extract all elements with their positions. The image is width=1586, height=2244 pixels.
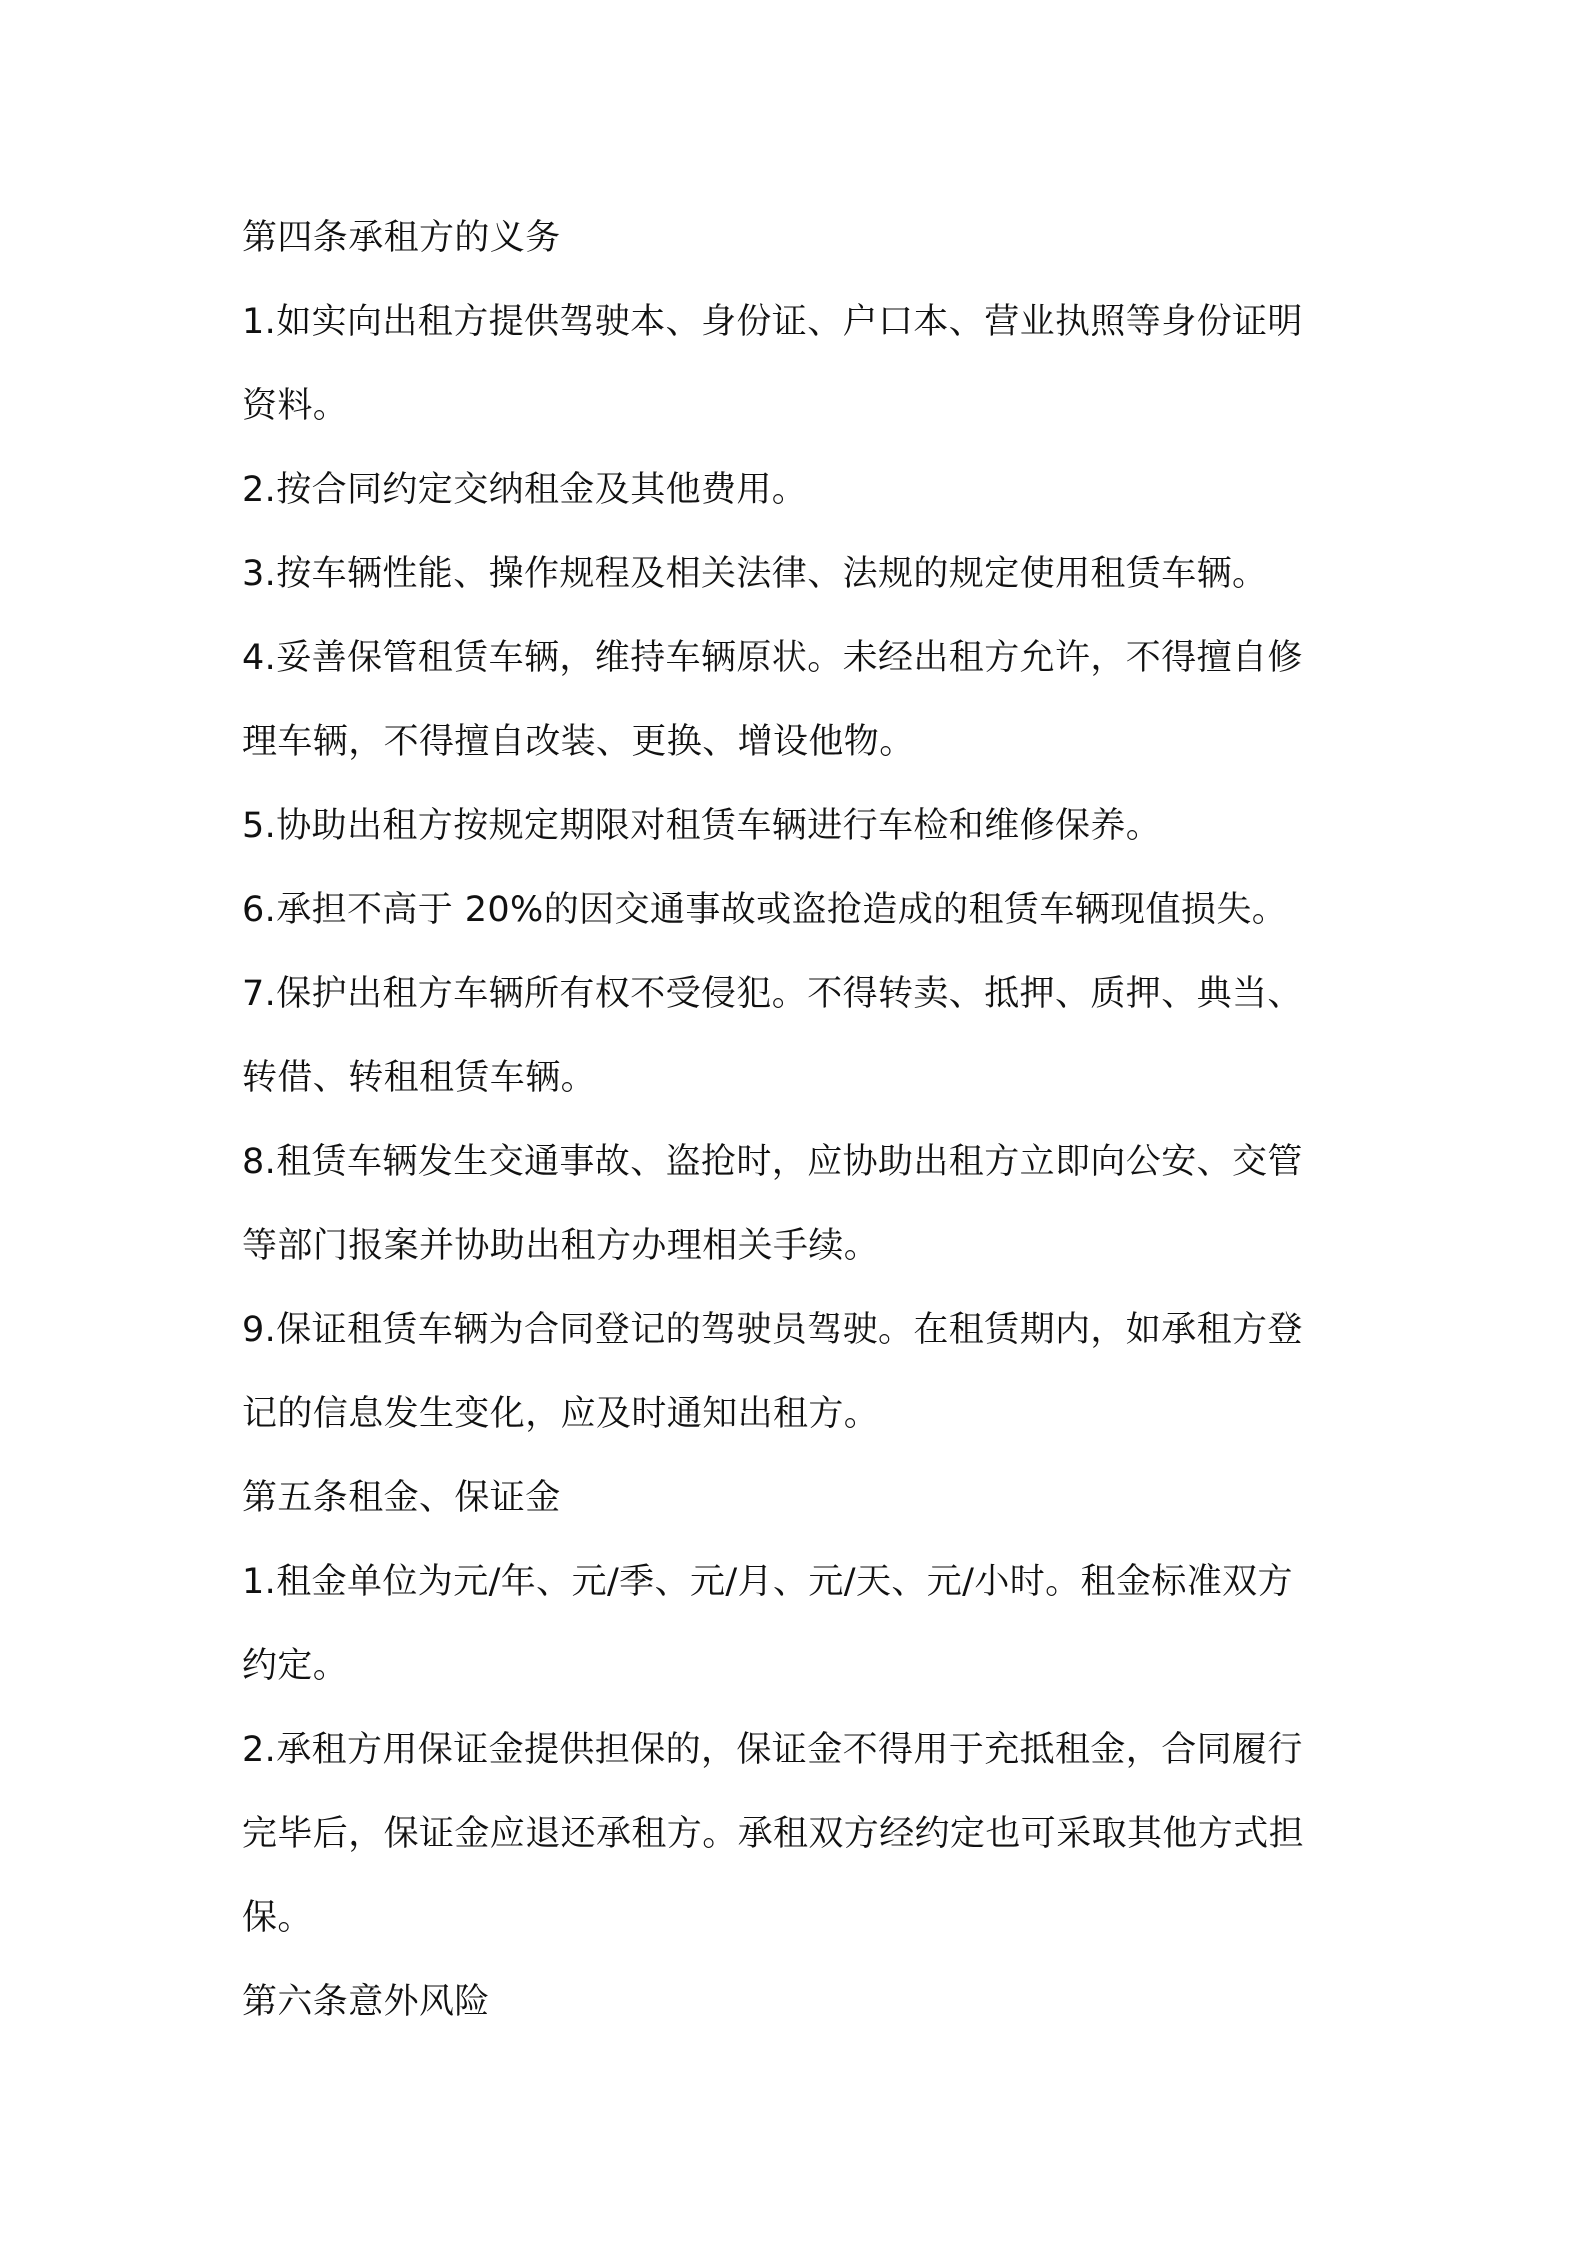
article-5-item-2-line-1: 2.承租方用保证金提供担保的，保证金不得用于充抵租金，合同履行 bbox=[242, 1730, 1303, 1770]
document-body bbox=[242, 196, 1372, 2044]
article-4-item-4-line-2: 理车辆，不得擅自改装、更换、增设他物。 bbox=[242, 722, 915, 762]
article-4-item-7-line-2: 转借、转租租赁车辆。 bbox=[242, 1058, 597, 1098]
article-5-item-1-line-1: 1.租金单位为元/年、元/季、元/月、元/天、元/小时。租金标准双方 bbox=[242, 1562, 1293, 1602]
article-5-item-1 bbox=[242, 1540, 1372, 1708]
article-4-item-1-line-2: 资料。 bbox=[242, 386, 349, 426]
article-5-heading bbox=[242, 1456, 1372, 1540]
article-4-item-2-line-1: 2.按合同约定交纳租金及其他费用。 bbox=[242, 470, 808, 510]
article-4-item-1 bbox=[242, 280, 1372, 448]
article-4-item-3-line-1: 3.按车辆性能、操作规程及相关法律、法规的规定使用租赁车辆。 bbox=[242, 554, 1268, 594]
article-4-heading bbox=[242, 196, 1372, 280]
article-4-item-1-line-1: 1.如实向出租方提供驾驶本、身份证、户口本、营业执照等身份证明 bbox=[242, 302, 1303, 342]
article-4-item-6 bbox=[242, 868, 1372, 952]
article-4-item-7-line-1: 7.保护出租方车辆所有权不受侵犯。不得转卖、抵押、质押、典当、 bbox=[242, 974, 1303, 1014]
article-5-heading-text: 第五条租金、保证金 bbox=[242, 1478, 561, 1518]
article-6-heading bbox=[242, 1960, 1372, 2044]
article-4-item-7 bbox=[242, 952, 1372, 1120]
article-5-item-2 bbox=[242, 1708, 1372, 1960]
article-4-item-6-line-1: 6.承担不高于 20%的因交通事故或盗抢造成的租赁车辆现值损失。 bbox=[242, 890, 1288, 930]
article-4-item-9-line-2: 记的信息发生变化，应及时通知出租方。 bbox=[242, 1394, 880, 1434]
article-4-item-4-line-1: 4.妥善保管租赁车辆，维持车辆原状。未经出租方允许，不得擅自修 bbox=[242, 638, 1303, 678]
article-4-item-9-line-1: 9.保证租赁车辆为合同登记的驾驶员驾驶。在租赁期内，如承租方登 bbox=[242, 1310, 1303, 1350]
article-4-item-5 bbox=[242, 784, 1372, 868]
article-4-item-8-line-2: 等部门报案并协助出租方办理相关手续。 bbox=[242, 1226, 880, 1266]
article-5-item-2-line-2: 完毕后，保证金应退还承租方。承租双方经约定也可采取其他方式担 bbox=[242, 1814, 1305, 1854]
article-4-item-2 bbox=[242, 448, 1372, 532]
article-4-item-4 bbox=[242, 616, 1372, 784]
article-4-item-8 bbox=[242, 1120, 1372, 1288]
article-4-item-3 bbox=[242, 532, 1372, 616]
article-6-heading-text: 第六条意外风险 bbox=[242, 1982, 490, 2022]
article-4-heading-text: 第四条承租方的义务 bbox=[242, 218, 561, 258]
article-4-item-5-line-1: 5.协助出租方按规定期限对租赁车辆进行车检和维修保养。 bbox=[242, 806, 1162, 846]
article-5-item-2-line-3: 保。 bbox=[242, 1898, 313, 1938]
article-5-item-1-line-2: 约定。 bbox=[242, 1646, 349, 1686]
article-4-item-9 bbox=[242, 1288, 1372, 1456]
article-4-item-8-line-1: 8.租赁车辆发生交通事故、盗抢时，应协助出租方立即向公安、交管 bbox=[242, 1142, 1303, 1182]
